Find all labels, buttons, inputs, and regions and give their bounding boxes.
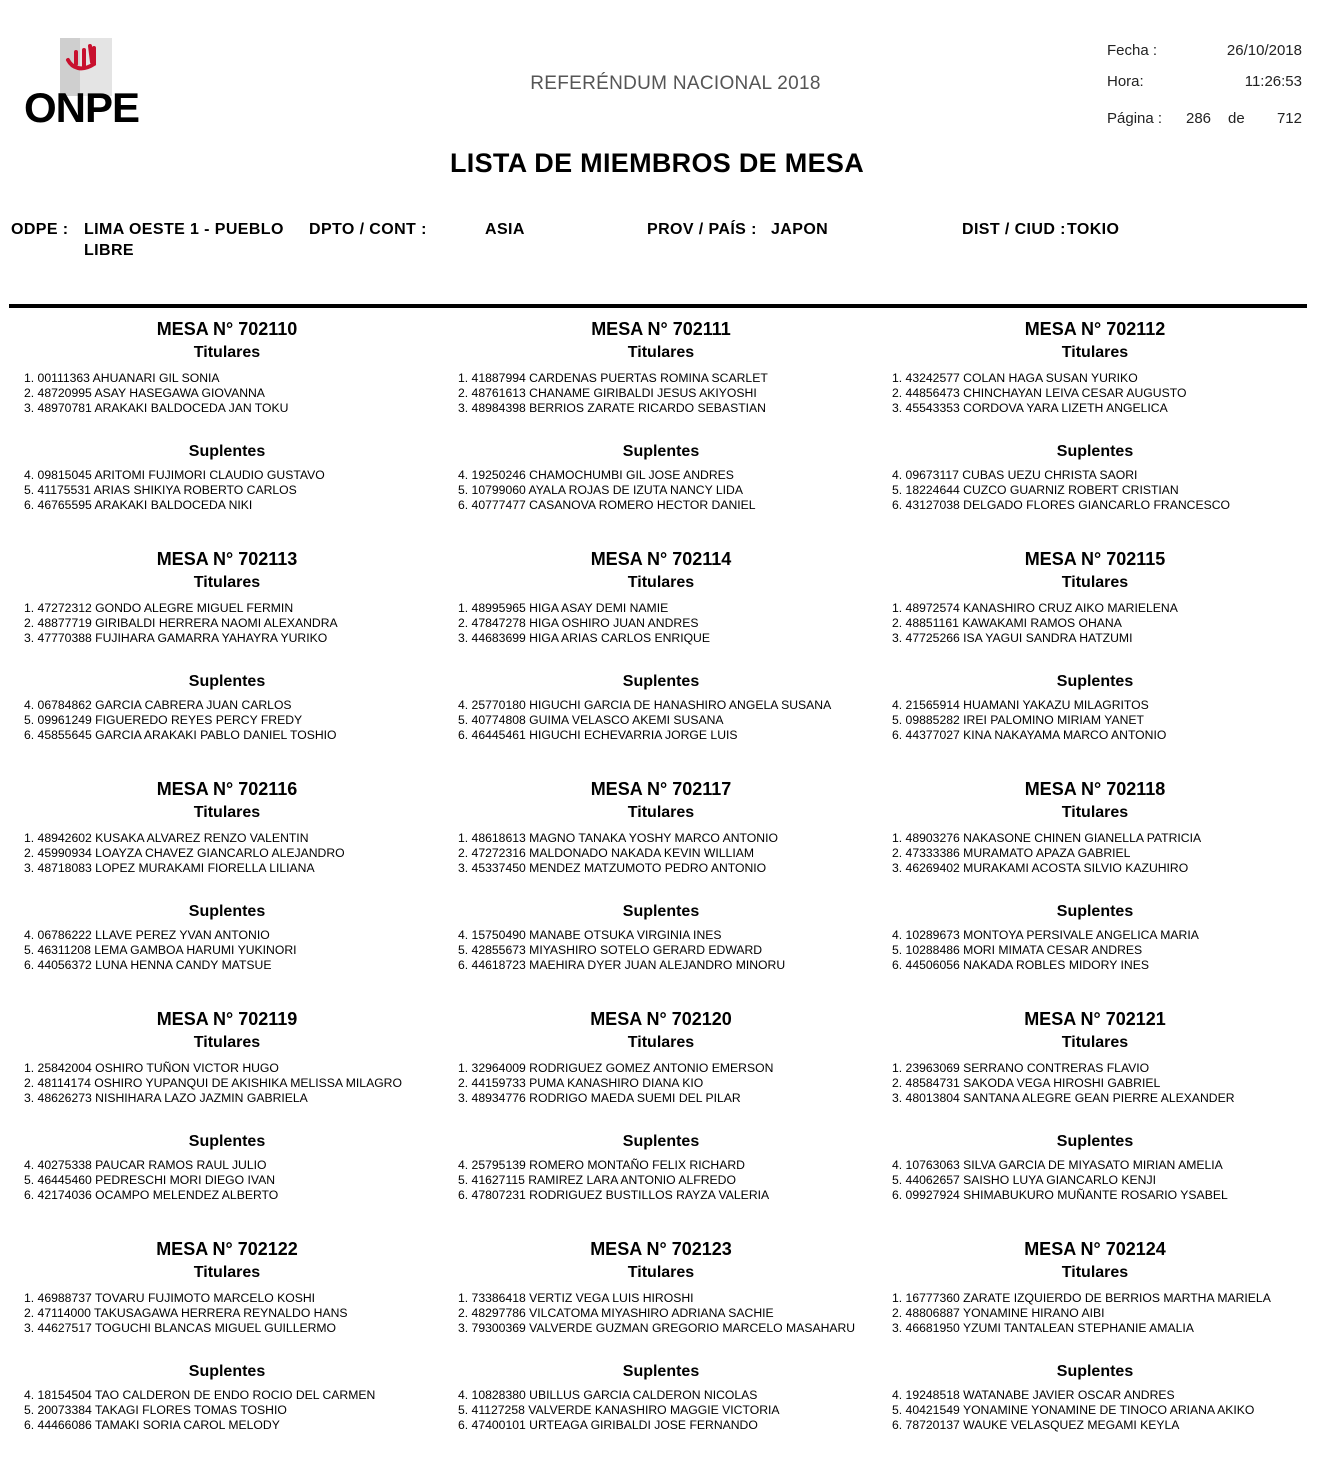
member-entry: 4. 06784862 GARCIA CABRERA JUAN CARLOS bbox=[24, 698, 292, 712]
member-entry: 4. 09673117 CUBAS UEZU CHRISTA SAORI bbox=[892, 468, 1138, 482]
suplentes-heading: Suplentes bbox=[1056, 1363, 1134, 1380]
member-entry: 2. 48114174 OSHIRO YUPANQUI DE AKISHIKA MELISSA MILAGRO bbox=[24, 1076, 402, 1090]
mesa-title: MESA N° 702124 bbox=[1024, 1239, 1166, 1259]
mesa-block bbox=[444, 779, 878, 1004]
member-entry: 4. 10289673 MONTOYA PERSIVALE ANGELICA MARIA bbox=[892, 928, 1199, 942]
member-entry: 6. 47400101 URTEAGA GIRIBALDI JOSE FERNANDO bbox=[458, 1418, 758, 1432]
suplentes-list bbox=[24, 468, 325, 513]
suplentes-list bbox=[458, 1158, 769, 1203]
mesa-title: MESA N° 702112 bbox=[1024, 319, 1166, 339]
titulares-heading: Titulares bbox=[1061, 804, 1129, 821]
member-entry: 4. 10828380 UBILLUS GARCIA CALDERON NICOLAS bbox=[458, 1388, 758, 1402]
odpe-label: ODPE : bbox=[11, 221, 69, 238]
suplentes-list bbox=[892, 928, 1199, 973]
titulares-list bbox=[458, 601, 710, 646]
member-entry: 2. 44856473 CHINCHAYAN LEIVA CESAR AUGUSTO bbox=[892, 386, 1187, 400]
mesa-title: MESA N° 702120 bbox=[590, 1009, 732, 1029]
member-entry: 2. 48720995 ASAY HASEGAWA GIOVANNA bbox=[24, 386, 265, 400]
member-entry: 3. 45337450 MENDEZ MATZUMOTO PEDRO ANTONIO bbox=[458, 861, 767, 875]
member-entry: 6. 40777477 CASANOVA ROMERO HECTOR DANIEL bbox=[458, 498, 756, 512]
mesa-block bbox=[878, 1239, 1312, 1464]
member-entry: 1. 73386418 VERTIZ VEGA LUIS HIROSHI bbox=[458, 1291, 694, 1305]
titulares-heading: Titulares bbox=[193, 1034, 261, 1051]
dist-value: TOKIO bbox=[1067, 221, 1120, 238]
member-entry: 4. 21565914 HUAMANI YAKAZU MILAGRITOS bbox=[892, 698, 1149, 712]
titulares-heading: Titulares bbox=[193, 574, 261, 591]
titulares-heading: Titulares bbox=[627, 344, 695, 361]
suplentes-list bbox=[458, 928, 785, 973]
suplentes-list bbox=[24, 698, 337, 743]
member-entry: 1. 25842004 OSHIRO TUÑON VICTOR HUGO bbox=[24, 1061, 279, 1075]
mesa-title: MESA N° 702122 bbox=[156, 1239, 298, 1259]
member-entry: 6. 45855645 GARCIA ARAKAKI PABLO DANIEL TOSHIO bbox=[24, 728, 337, 742]
member-entry: 5. 41127258 VALVERDE KANASHIRO MAGGIE VICTORIA bbox=[458, 1403, 780, 1417]
member-entry: 3. 48970781 ARAKAKI BALDOCEDA JAN TOKU bbox=[24, 401, 289, 415]
suplentes-heading: Suplentes bbox=[188, 1133, 266, 1150]
dpto-value: ASIA bbox=[485, 221, 525, 238]
suplentes-heading: Suplentes bbox=[1056, 1133, 1134, 1150]
titulares-heading: Titulares bbox=[1061, 1264, 1129, 1281]
titulares-list bbox=[24, 1291, 348, 1336]
member-entry: 3. 48013804 SANTANA ALEGRE GEAN PIERRE ALEXANDER bbox=[892, 1091, 1235, 1105]
titulares-heading: Titulares bbox=[193, 344, 261, 361]
mesa-title: MESA N° 702121 bbox=[1024, 1009, 1166, 1029]
mesa-title: MESA N° 702119 bbox=[156, 1009, 298, 1029]
suplentes-heading: Suplentes bbox=[622, 673, 700, 690]
titulares-list bbox=[892, 831, 1201, 876]
mesa-block bbox=[878, 779, 1312, 1004]
member-entry: 3. 48718083 LOPEZ MURAKAMI FIORELLA LILIANA bbox=[24, 861, 315, 875]
member-entry: 4. 19248518 WATANABE JAVIER OSCAR ANDRES bbox=[892, 1388, 1175, 1402]
member-entry: 6. 43127038 DELGADO FLORES GIANCARLO FRANCESCO bbox=[892, 498, 1230, 512]
member-entry: 3. 48934776 RODRIGO MAEDA SUEMI DEL PILAR bbox=[458, 1091, 741, 1105]
suplentes-heading: Suplentes bbox=[1056, 673, 1134, 690]
member-entry: 1. 32964009 RODRIGUEZ GOMEZ ANTONIO EMERSON bbox=[458, 1061, 774, 1075]
mesa-title: MESA N° 702115 bbox=[1024, 549, 1166, 569]
prov-label: PROV / PAÍS : bbox=[647, 221, 757, 238]
mesa-block bbox=[10, 319, 444, 544]
member-entry: 6. 44618723 MAEHIRA DYER JUAN ALEJANDRO MINORU bbox=[458, 958, 786, 972]
member-entry: 3. 79300369 VALVERDE GUZMAN GREGORIO MARCELO MASAHARU bbox=[458, 1321, 856, 1335]
member-entry: 4. 25795139 ROMERO MONTAÑO FELIX RICHARD bbox=[458, 1158, 745, 1172]
member-entry: 4. 25770180 HIGUCHI GARCIA DE HANASHIRO ANGELA SUSANA bbox=[458, 698, 832, 712]
suplentes-heading: Suplentes bbox=[188, 443, 266, 460]
member-entry: 3. 46269402 MURAKAMI ACOSTA SILVIO KAZUHIRO bbox=[892, 861, 1189, 875]
member-entry: 5. 46311208 LEMA GAMBOA HARUMI YUKINORI bbox=[24, 943, 297, 957]
odpe-value-line-1: LIMA OESTE 1 - PUEBLO bbox=[84, 221, 284, 238]
member-entry: 1. 46988737 TOVARU FUJIMOTO MARCELO KOSHI bbox=[24, 1291, 316, 1305]
member-entry: 5. 40774808 GUIMA VELASCO AKEMI SUSANA bbox=[458, 713, 724, 727]
member-entry: 1. 48942602 KUSAKA ALVAREZ RENZO VALENTIN bbox=[24, 831, 309, 845]
member-entry: 6. 44056372 LUNA HENNA CANDY MATSUE bbox=[24, 958, 272, 972]
member-entry: 1. 16777360 ZARATE IZQUIERDO DE BERRIOS MARTHA MARIELA bbox=[892, 1291, 1271, 1305]
suplentes-heading: Suplentes bbox=[622, 1363, 700, 1380]
member-entry: 3. 48984398 BERRIOS ZARATE RICARDO SEBASTIAN bbox=[458, 401, 766, 415]
suplentes-heading: Suplentes bbox=[622, 903, 700, 920]
titulares-list bbox=[458, 1291, 855, 1336]
suplentes-list bbox=[892, 698, 1166, 743]
member-entry: 1. 48995965 HIGA ASAY DEMI NAMIE bbox=[458, 601, 669, 615]
member-entry: 1. 23963069 SERRANO CONTRERAS FLAVIO bbox=[892, 1061, 1150, 1075]
suplentes-heading: Suplentes bbox=[188, 903, 266, 920]
suplentes-list bbox=[24, 1158, 278, 1203]
member-entry: 1. 48618613 MAGNO TANAKA YOSHY MARCO ANTONIO bbox=[458, 831, 778, 845]
page-number: 286 bbox=[1186, 110, 1212, 127]
member-entry: 4. 09815045 ARITOMI FUJIMORI CLAUDIO GUSTAVO bbox=[24, 468, 325, 482]
suplentes-heading: Suplentes bbox=[622, 1133, 700, 1150]
member-entry: 5. 42855673 MIYASHIRO SOTELO GERARD EDWARD bbox=[458, 943, 763, 957]
titulares-list bbox=[24, 831, 345, 876]
member-entry: 3. 46681950 YZUMI TANTALEAN STEPHANIE AMALIA bbox=[892, 1321, 1194, 1335]
member-entry: 5. 10288486 MORI MIMATA CESAR ANDRES bbox=[892, 943, 1143, 957]
suplentes-list bbox=[892, 1388, 1254, 1433]
suplentes-heading: Suplentes bbox=[622, 443, 700, 460]
suplentes-list bbox=[24, 928, 297, 973]
member-entry: 1. 48972574 KANASHIRO CRUZ AIKO MARIELENA bbox=[892, 601, 1178, 615]
header-divider bbox=[9, 304, 1307, 308]
member-entry: 1. 41887994 CARDENAS PUERTAS ROMINA SCARLET bbox=[458, 371, 768, 385]
event-name: REFERÉNDUM NACIONAL 2018 bbox=[530, 73, 821, 94]
member-entry: 2. 47114000 TAKUSAGAWA HERRERA REYNALDO HANS bbox=[24, 1306, 348, 1320]
mesa-block bbox=[10, 779, 444, 1004]
mesa-block bbox=[444, 319, 878, 544]
member-entry: 3. 44627517 TOGUCHI BLANCAS MIGUEL GUILLERMO bbox=[24, 1321, 337, 1335]
member-entry: 2. 48851161 KAWAKAMI RAMOS OHANA bbox=[892, 616, 1122, 630]
mesa-block bbox=[10, 1009, 444, 1234]
member-entry: 5. 44062657 SAISHO LUYA GIANCARLO KENJI bbox=[892, 1173, 1156, 1187]
titulares-list bbox=[24, 601, 338, 646]
member-entry: 1. 43242577 COLAN HAGA SUSAN YURIKO bbox=[892, 371, 1138, 385]
suplentes-list bbox=[892, 1158, 1228, 1203]
titulares-list bbox=[458, 831, 778, 876]
suplentes-heading: Suplentes bbox=[188, 1363, 266, 1380]
titulares-heading: Titulares bbox=[193, 804, 261, 821]
titulares-heading: Titulares bbox=[627, 1034, 695, 1051]
mesa-title: MESA N° 702110 bbox=[156, 319, 298, 339]
suplentes-heading: Suplentes bbox=[1056, 443, 1134, 460]
member-entry: 4. 19250246 CHAMOCHUMBI GIL JOSE ANDRES bbox=[458, 468, 734, 482]
date-label: Fecha : bbox=[1107, 42, 1158, 59]
mesa-title: MESA N° 702111 bbox=[591, 319, 731, 339]
mesa-block bbox=[878, 549, 1312, 774]
mesa-title: MESA N° 702117 bbox=[590, 779, 732, 799]
time-value: 11:26:53 bbox=[1244, 73, 1302, 90]
member-entry: 6. 44506056 NAKADA ROBLES MIDORY INES bbox=[892, 958, 1149, 972]
member-entry: 5. 46445460 PEDRESCHI MORI DIEGO IVAN bbox=[24, 1173, 276, 1187]
titulares-list bbox=[892, 371, 1186, 416]
mesa-block bbox=[878, 319, 1312, 544]
member-entry: 3. 47770388 FUJIHARA GAMARRA YAHAYRA YURIKO bbox=[24, 631, 328, 645]
titulares-list bbox=[892, 1291, 1271, 1336]
member-entry: 5. 41175531 ARIAS SHIKIYA ROBERTO CARLOS bbox=[24, 483, 297, 497]
prov-value: JAPON bbox=[771, 221, 829, 238]
titulares-heading: Titulares bbox=[627, 574, 695, 591]
member-entry: 5. 41627115 RAMIREZ LARA ANTONIO ALFREDO bbox=[458, 1173, 736, 1187]
mesa-title: MESA N° 702114 bbox=[590, 549, 732, 569]
mesa-block bbox=[10, 549, 444, 774]
mesa-block bbox=[444, 1239, 878, 1464]
titulares-list bbox=[24, 371, 288, 416]
titulares-heading: Titulares bbox=[627, 1264, 695, 1281]
titulares-heading: Titulares bbox=[193, 1264, 261, 1281]
member-entry: 4. 06786222 LLAVE PEREZ YVAN ANTONIO bbox=[24, 928, 270, 942]
member-entry: 5. 10799060 AYALA ROJAS DE IZUTA NANCY LIDA bbox=[458, 483, 743, 497]
titulares-list bbox=[892, 1061, 1235, 1106]
page-of: de bbox=[1228, 110, 1245, 127]
mesa-title: MESA N° 702118 bbox=[1024, 779, 1166, 799]
mesa-block bbox=[878, 1009, 1312, 1234]
member-entry: 5. 40421549 YONAMINE YONAMINE DE TINOCO ARIANA AKIKO bbox=[892, 1403, 1255, 1417]
member-entry: 6. 46765595 ARAKAKI BALDOCEDA NIKI bbox=[24, 498, 253, 512]
titulares-heading: Titulares bbox=[1061, 344, 1129, 361]
member-entry: 6. 42174036 OCAMPO MELENDEZ ALBERTO bbox=[24, 1188, 279, 1202]
titulares-heading: Titulares bbox=[1061, 574, 1129, 591]
suplentes-list bbox=[458, 1388, 780, 1433]
member-entry: 2. 48761613 CHANAME GIRIBALDI JESUS AKIYOSHI bbox=[458, 386, 757, 400]
member-entry: 6. 47807231 RODRIGUEZ BUSTILLOS RAYZA VALERIA bbox=[458, 1188, 770, 1202]
logo-text: ONPE bbox=[24, 84, 140, 131]
member-entry: 2. 48297786 VILCATOMA MIYASHIRO ADRIANA SACHIE bbox=[458, 1306, 774, 1320]
suplentes-heading: Suplentes bbox=[188, 673, 266, 690]
member-entry: 6. 78720137 WAUKE VELASQUEZ MEGAMI KEYLA bbox=[892, 1418, 1180, 1432]
suplentes-heading: Suplentes bbox=[1056, 903, 1134, 920]
member-entry: 4. 10763063 SILVA GARCIA DE MIYASATO MIRIAN AMELIA bbox=[892, 1158, 1223, 1172]
titulares-list bbox=[24, 1061, 402, 1106]
member-entry: 2. 45990934 LOAYZA CHAVEZ GIANCARLO ALEJANDRO bbox=[24, 846, 345, 860]
member-entry: 4. 40275338 PAUCAR RAMOS RAUL JULIO bbox=[24, 1158, 267, 1172]
member-entry: 2. 48584731 SAKODA VEGA HIROSHI GABRIEL bbox=[892, 1076, 1161, 1090]
mesa-title: MESA N° 702116 bbox=[156, 779, 298, 799]
page-label: Página : bbox=[1107, 110, 1163, 127]
suplentes-list bbox=[892, 468, 1230, 513]
member-entry: 2. 47333386 MURAMATO APAZA GABRIEL bbox=[892, 846, 1131, 860]
member-entry: 6. 46445461 HIGUCHI ECHEVARRIA JORGE LUIS bbox=[458, 728, 738, 742]
report-meta bbox=[1106, 42, 1306, 141]
titulares-list bbox=[458, 1061, 773, 1106]
member-entry: 3. 45543353 CORDOVA YARA LIZETH ANGELICA bbox=[892, 401, 1168, 415]
member-entry: 4. 15750490 MANABE OTSUKA VIRGINIA INES bbox=[458, 928, 722, 942]
mesa-block bbox=[444, 1009, 878, 1234]
odpe-value-line-2: LIBRE bbox=[84, 242, 134, 259]
member-entry: 3. 47725266 ISA YAGUI SANDRA HATZUMI bbox=[892, 631, 1133, 645]
dist-label: DIST / CIUD : bbox=[962, 221, 1066, 238]
date-value: 26/10/2018 bbox=[1226, 42, 1302, 59]
page-title: LISTA DE MIEMBROS DE MESA bbox=[449, 148, 865, 178]
titulares-list bbox=[892, 601, 1178, 646]
member-entry: 6. 09927924 SHIMABUKURO MUÑANTE ROSARIO YSABEL bbox=[892, 1188, 1228, 1202]
member-entry: 3. 48626273 NISHIHARA LAZO JAZMIN GABRIELA bbox=[24, 1091, 308, 1105]
member-entry: 5. 09961249 FIGUEREDO REYES PERCY FREDY bbox=[24, 713, 303, 727]
member-entry: 3. 44683699 HIGA ARIAS CARLOS ENRIQUE bbox=[458, 631, 710, 645]
dpto-label: DPTO / CONT : bbox=[309, 221, 427, 238]
titulares-list bbox=[458, 371, 768, 416]
suplentes-list bbox=[24, 1388, 375, 1433]
member-entry: 5. 18224644 CUZCO GUARNIZ ROBERT CRISTIAN bbox=[892, 483, 1179, 497]
member-entry: 2. 47847278 HIGA OSHIRO JUAN ANDRES bbox=[458, 616, 699, 630]
mesa-block bbox=[10, 1239, 444, 1464]
mesa-title: MESA N° 702123 bbox=[590, 1239, 732, 1259]
suplentes-list bbox=[458, 698, 831, 743]
member-entry: 2. 48877719 GIRIBALDI HERRERA NAOMI ALEXANDRA bbox=[24, 616, 338, 630]
member-entry: 1. 00111363 AHUANARI GIL SONIA bbox=[24, 371, 220, 385]
mesa-block bbox=[444, 549, 878, 774]
member-entry: 6. 44466086 TAMAKI SORIA CAROL MELODY bbox=[24, 1418, 280, 1432]
member-entry: 5. 20073384 TAKAGI FLORES TOMAS TOSHIO bbox=[24, 1403, 287, 1417]
member-entry: 2. 48806887 YONAMINE HIRANO AIBI bbox=[892, 1306, 1105, 1320]
member-entry: 2. 44159733 PUMA KANASHIRO DIANA KIO bbox=[458, 1076, 704, 1090]
member-entry: 4. 18154504 TAO CALDERON DE ENDO ROCIO DEL CARMEN bbox=[24, 1388, 376, 1402]
suplentes-list bbox=[458, 468, 756, 513]
titulares-heading: Titulares bbox=[627, 804, 695, 821]
member-entry: 1. 48903276 NAKASONE CHINEN GIANELLA PATRICIA bbox=[892, 831, 1202, 845]
member-entry: 6. 44377027 KINA NAKAYAMA MARCO ANTONIO bbox=[892, 728, 1167, 742]
member-entry: 2. 47272316 MALDONADO NAKADA KEVIN WILLIAM bbox=[458, 846, 755, 860]
odpe-value bbox=[84, 219, 284, 261]
titulares-heading: Titulares bbox=[1061, 1034, 1129, 1051]
time-label: Hora: bbox=[1107, 73, 1144, 90]
page-total: 712 bbox=[1276, 110, 1302, 127]
member-entry: 5. 09885282 IREI PALOMINO MIRIAM YANET bbox=[892, 713, 1144, 727]
mesa-title: MESA N° 702113 bbox=[156, 549, 298, 569]
member-entry: 1. 47272312 GONDO ALEGRE MIGUEL FERMIN bbox=[24, 601, 294, 615]
